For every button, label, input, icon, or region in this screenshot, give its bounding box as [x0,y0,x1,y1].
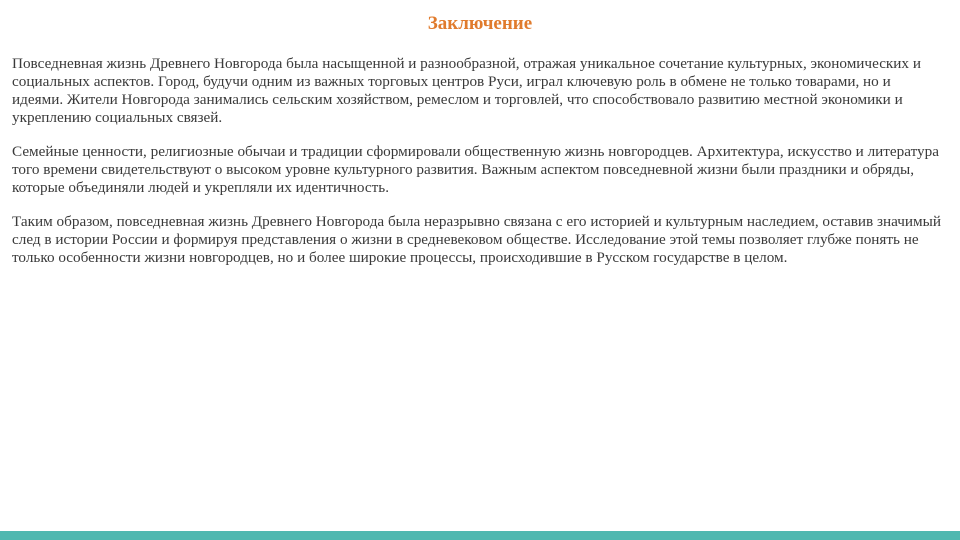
paragraph-1: Повседневная жизнь Древнего Новгорода была насыщенной и разнообразной, отражая уникальное сочетание культурных, экономических и социальных аспектов. Город, будучи одним из важных торговых центров Руси, играл ключевую роль в обмене не только товарами, но и идеями. Жители Новгорода занимались сельским хозяйством, ремеслом и торговлей, что способствовало развитию местной экономики и укреплению социальных связей. [12,55,921,126]
bottom-accent-bar [0,531,960,540]
paragraph-2: Семейные ценности, религиозные обычаи и традиции сформировали общественную жизнь новгородцев. Архитектура, искусство и литература того времени свидетельствуют о высоком уровне культурного развития. Важным аспектом повседневной жизни были праздники и обряды, которые объединяли людей и укрепляли их идентичность. [12,143,939,196]
paragraph-3: Таким образом, повседневная жизнь Древнего Новгорода была неразрывно связана с его историей и культурным наследием, оставив значимый след в истории России и формируя представления о жизни в средневековом обществе. Исследование этой темы позволяет глубже понять не только особенности жизни новгородцев, но и более широкие процессы, происходившие в Русском государстве в целом. [12,213,941,266]
slide-title: Заключение [427,13,533,34]
slide-body [12,55,942,283]
